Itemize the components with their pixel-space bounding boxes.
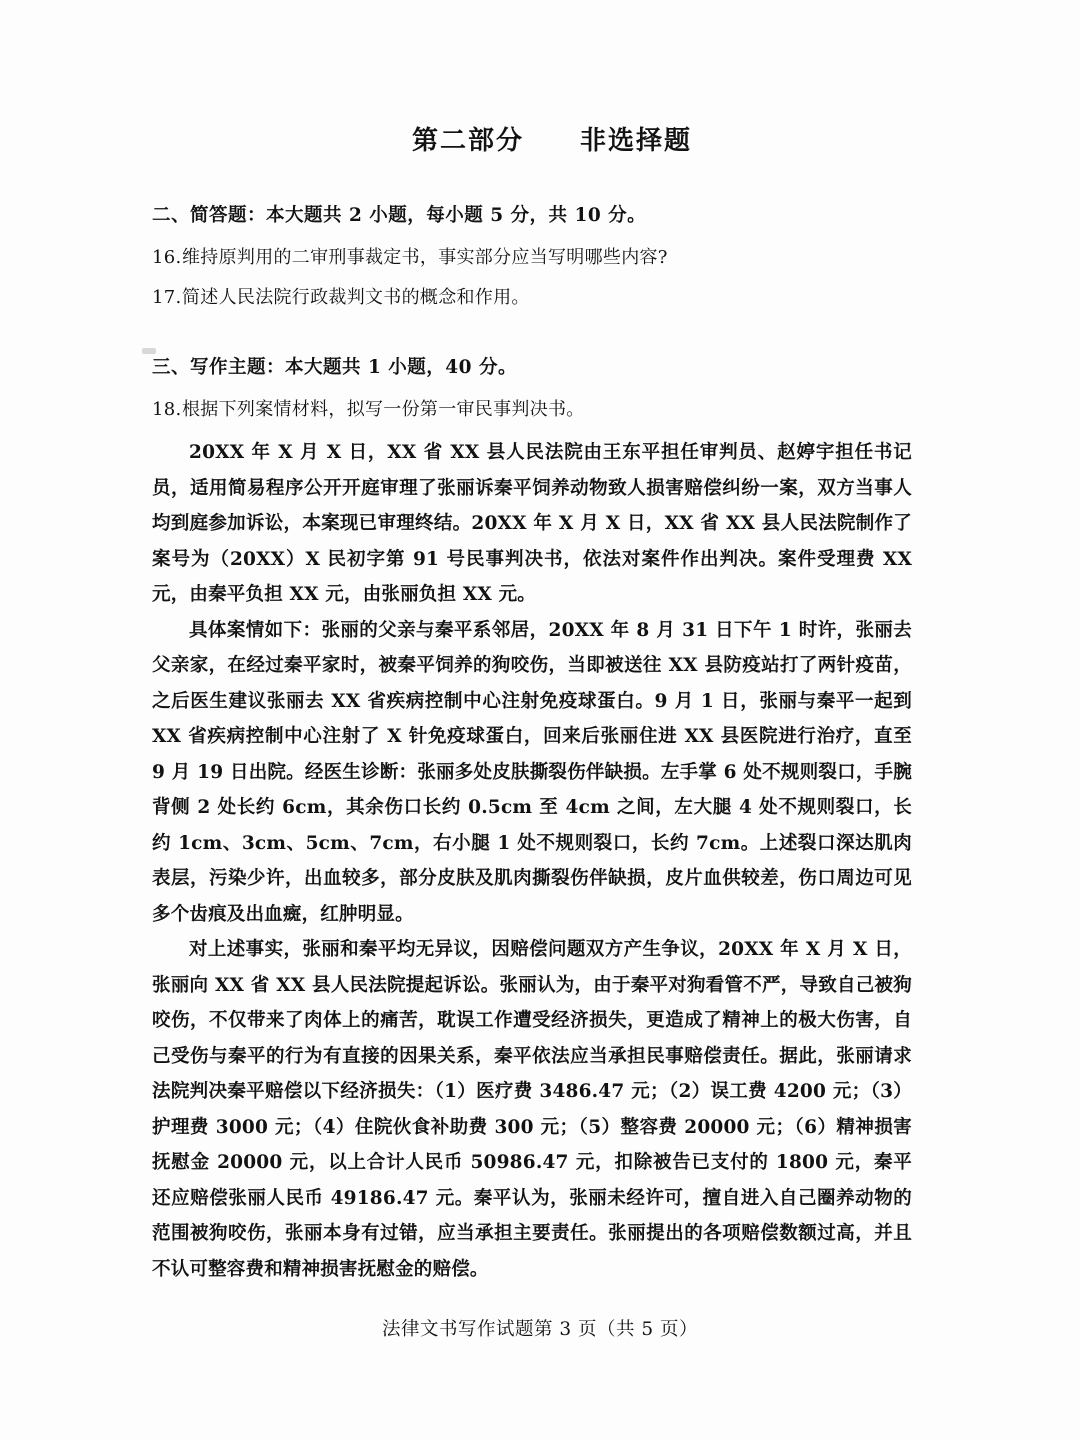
question-number: 17. bbox=[152, 287, 182, 308]
question-number: 18. bbox=[152, 399, 182, 420]
part-title-sub: 非选择题 bbox=[580, 126, 693, 156]
part-title-main: 第二部分 bbox=[411, 126, 524, 156]
question-text: 简述人民法院行政裁判文书的概念和作用。 bbox=[182, 287, 530, 308]
question-item bbox=[152, 243, 912, 269]
part-title bbox=[152, 120, 912, 157]
page-content bbox=[152, 120, 912, 1287]
case-paragraph-3: 对上述事实，张丽和秦平均无异议，因赔偿问题双方产生争议，20XX 年 X 月 X 日，张丽向 XX 省 XX 县人民法院提起诉讼。张丽认为，由于秦平对狗看管不严，导致自己被狗咬伤，不仅带来了肉体上的痛苦，耽误工作遭受经济损失，更造成了精神上的极大伤害，自己受伤与秦平的行为有直接的因果关系，秦平依法应当承担民事赔偿责任。据此，张丽请求法院判决秦平赔偿以下经济损失：（1）医疗费 3486.47 元；（2）误工费 4200 元；（3）护理费 3000 元；（4）住院伙食补助费 300 元；（5）整容费 20000 元；（6）精神损害抚慰金 20000 元，以上合计人民币 50986.47 元，扣除被告已支付的 1800 元，秦平还应赔偿张丽人民币 49186.47 元。秦平认为，张丽未经许可，擅自进入自己圈养动物的范围被狗咬伤，张丽本身有过错，应当承担主要责任。张丽提出的各项赔偿数额过高，并且不认可整容费和精神损害抚慰金的赔偿。 bbox=[152, 939, 912, 1280]
section-spacer bbox=[152, 323, 912, 353]
question-number: 16. bbox=[152, 247, 182, 268]
section-heading-writing: 三、写作主题：本大题共 1 小题，40 分。 bbox=[152, 357, 517, 378]
case-paragraph-1: 20XX 年 X 月 X 日，XX 省 XX 县人民法院由王东平担任审判员、赵婷宇担任书记员，适用简易程序公开开庭审理了张丽诉秦平饲养动物致人损害赔偿纠纷一案，双方当事人均到庭参加诉讼，本案现已审理终结。20XX 年 X 月 X 日，XX 省 XX 县人民法院制作了案号为（20XX）X 民初字第 91 号民事判决书，依法对案件作出判决。案件受理费 XX 元，由秦平负担 XX 元，由张丽负担 XX 元。 bbox=[152, 442, 912, 606]
question-text: 维持原判用的二审刑事裁定书，事实部分应当写明哪些内容? bbox=[182, 247, 668, 268]
question-text: 根据下列案情材料，拟写一份第一审民事判决书。 bbox=[182, 399, 585, 420]
page-footer: 法律文书写作试题第 3 页（共 5 页） bbox=[381, 1319, 699, 1340]
question-item bbox=[152, 395, 912, 421]
case-paragraph-2: 具体案情如下：张丽的父亲与秦平系邻居，20XX 年 8 月 31 日下午 1 时许，张丽去父亲家，在经过秦平家时，被秦平饲养的狗咬伤，当即被送往 XX 县防疫站打了两针疫苗，之后医生建议张丽去 XX 省疾病控制中心注射免疫球蛋白。9 月 1 日，张丽与秦平一起到 XX 省疾病控制中心注射了 X 针免疫球蛋白，回来后张丽住进 XX 县医院进行治疗，直至 9 月 19 日出院。经医生诊断：张丽多处皮肤撕裂伤伴缺损。左手掌 6 处不规则裂口，手腕背侧 2 处长约 6cm，其余伤口长约 0.5cm 至 4cm 之间，左大腿 4 处不规则裂口，长约 1cm、3cm、5cm、7cm，右小腿 1 处不规则裂口，长约 7cm。上述裂口深达肌肉表层，污染少许，出血较多，部分皮肤及肌肉撕裂伤伴缺损，皮片血供较差，伤口周边可见多个齿痕及出血癍，红肿明显。 bbox=[152, 619, 912, 925]
section-heading-short-answer: 二、简答题：本大题共 2 小题，每小题 5 分，共 10 分。 bbox=[152, 205, 647, 226]
question-item bbox=[152, 283, 912, 309]
